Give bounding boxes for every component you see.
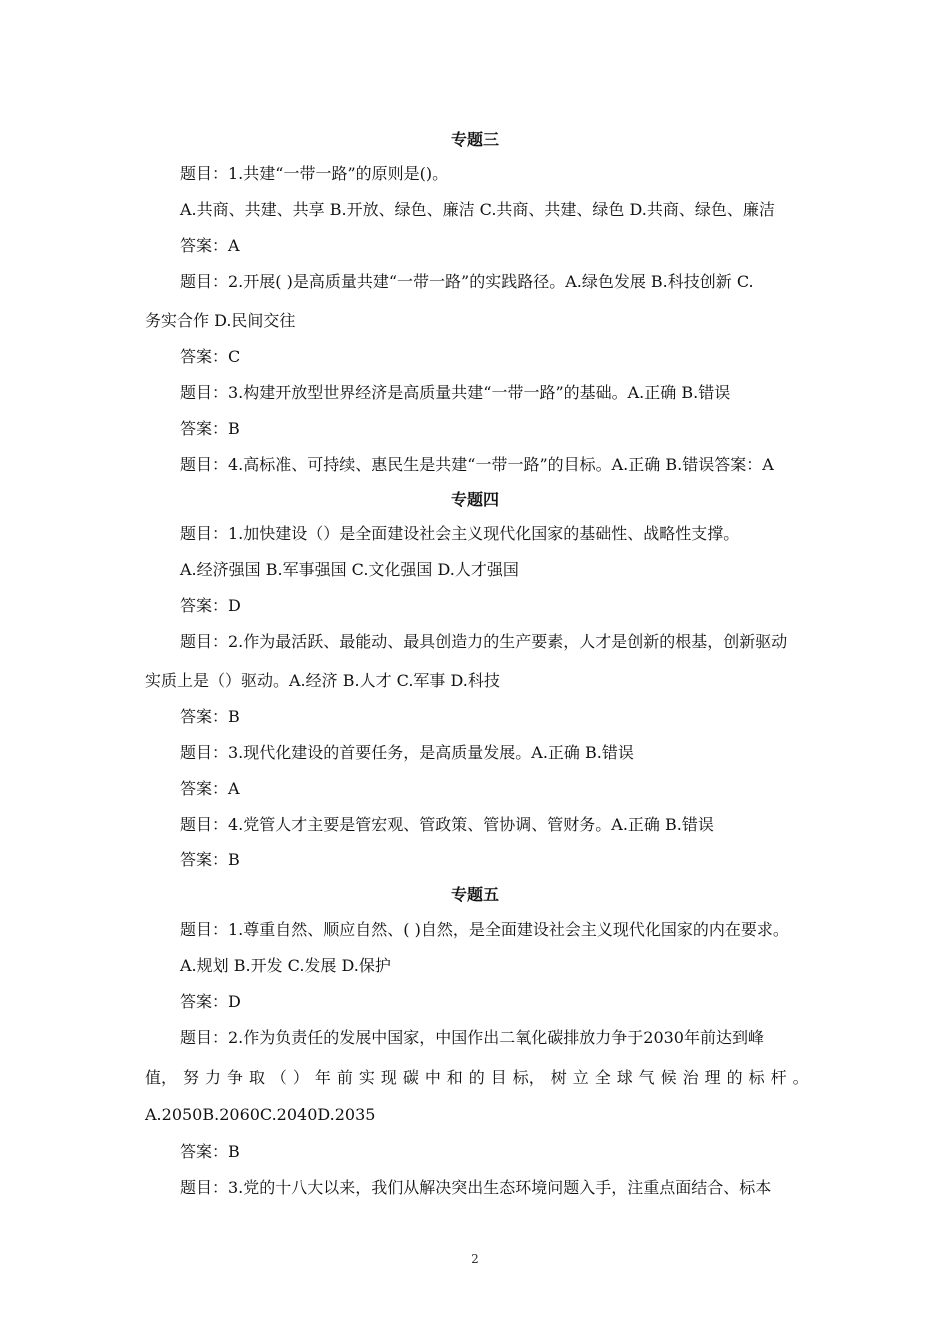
justified-word: 。 xyxy=(792,1068,809,1087)
question-text: 题目：4.高标准、可持续、惠民生是共建“一带一路”的目标。A.正确 B.错误答案：A xyxy=(180,455,774,474)
question-text: 题目：1.共建“一带一路”的原则是()。 xyxy=(180,164,449,183)
justified-word: 碳 xyxy=(402,1068,419,1087)
justified-word: 树 xyxy=(550,1068,567,1087)
answer-text: 答案：B xyxy=(180,1142,240,1161)
section-heading-5: 专题五 xyxy=(450,885,499,904)
question-text: 题目：1.加快建设（）是全面建设社会主义现代化国家的基础性、战略性支撑。 xyxy=(180,524,740,543)
answer-text: 答案：D xyxy=(180,992,241,1011)
justified-word: 年 xyxy=(314,1068,331,1087)
section-heading-3: 专题三 xyxy=(450,130,499,149)
justified-word: 球 xyxy=(616,1068,633,1087)
question-text: 题目：2.开展( )是高质量共建“一带一路”的实践路径。A.绿色发展 B.科技创新 C. xyxy=(180,272,754,291)
justified-word: 标 xyxy=(748,1068,765,1087)
question-continuation: 实质上是（）驱动。A.经济 B.人才 C.军事 D.科技 xyxy=(145,671,500,690)
question-continuation-justified xyxy=(145,1068,809,1088)
options-text: A.2050B.2060C.2040D.2035 xyxy=(145,1105,376,1124)
answer-text: 答案：A xyxy=(180,236,240,255)
justified-word: 的 xyxy=(726,1068,743,1087)
justified-word: ） xyxy=(292,1068,309,1087)
question-text: 题目：3.党的十八大以来，我们从解决突出生态环境问题入手，注重点面结合、标本 xyxy=(180,1178,772,1197)
question-text: 题目：2.作为最活跃、最能动、最具创造力的生产要素，人才是创新的根基，创新驱动 xyxy=(180,632,788,651)
question-continuation: 务实合作 D.民间交往 xyxy=(145,311,296,330)
question-text: 题目：1.尊重自然、顺应自然、( )自然，是全面建设社会主义现代化国家的内在要求。 xyxy=(180,920,789,939)
justified-word: 目 xyxy=(490,1068,507,1087)
justified-word: 候 xyxy=(660,1068,677,1087)
justified-word: 气 xyxy=(638,1068,655,1087)
options-text: A.规划 B.开发 C.发展 D.保护 xyxy=(180,956,391,975)
question-text: 题目：3.现代化建设的首要任务，是高质量发展。A.正确 B.错误 xyxy=(180,743,634,762)
answer-text: 答案：D xyxy=(180,596,241,615)
question-text: 题目：4.党管人才主要是管宏观、管政策、管协调、管财务。A.正确 B.错误 xyxy=(180,815,714,834)
justified-word: 取 xyxy=(248,1068,265,1087)
justified-word: 中 xyxy=(424,1068,441,1087)
justified-word: 立 xyxy=(572,1068,589,1087)
justified-word: 全 xyxy=(594,1068,611,1087)
section-heading-4: 专题四 xyxy=(450,490,499,509)
justified-word: 杆 xyxy=(770,1068,787,1087)
question-text: 题目：3.构建开放型世界经济是高质量共建“一带一路”的基础。A.正确 B.错误 xyxy=(180,383,731,402)
justified-word: 现 xyxy=(380,1068,397,1087)
question-text: 题目：2.作为负责任的发展中国家，中国作出二氧化碳排放力争于2030年前达到峰 xyxy=(180,1028,764,1047)
justified-word: 力 xyxy=(204,1068,221,1087)
justified-word: 努 xyxy=(182,1068,199,1087)
justified-word: 争 xyxy=(226,1068,243,1087)
answer-text: 答案：A xyxy=(180,779,240,798)
justified-word: 值， xyxy=(145,1068,178,1087)
answer-text: 答案：B xyxy=(180,850,240,869)
justified-word: 和 xyxy=(446,1068,463,1087)
justified-word: 治 xyxy=(682,1068,699,1087)
answer-text: 答案：B xyxy=(180,419,240,438)
answer-text: 答案：B xyxy=(180,707,240,726)
options-text: A.共商、共建、共享 B.开放、绿色、廉洁 C.共商、共建、绿色 D.共商、绿色、廉洁 xyxy=(180,200,775,219)
justified-word: 标， xyxy=(512,1068,545,1087)
page-number: 2 xyxy=(471,1252,479,1266)
justified-word: 实 xyxy=(358,1068,375,1087)
options-text: A.经济强国 B.军事强国 C.文化强国 D.人才强国 xyxy=(180,560,519,579)
answer-text: 答案：C xyxy=(180,347,241,366)
justified-word: 前 xyxy=(336,1068,353,1087)
justified-word: 的 xyxy=(468,1068,485,1087)
justified-word: （ xyxy=(270,1068,287,1087)
justified-word: 理 xyxy=(704,1068,721,1087)
